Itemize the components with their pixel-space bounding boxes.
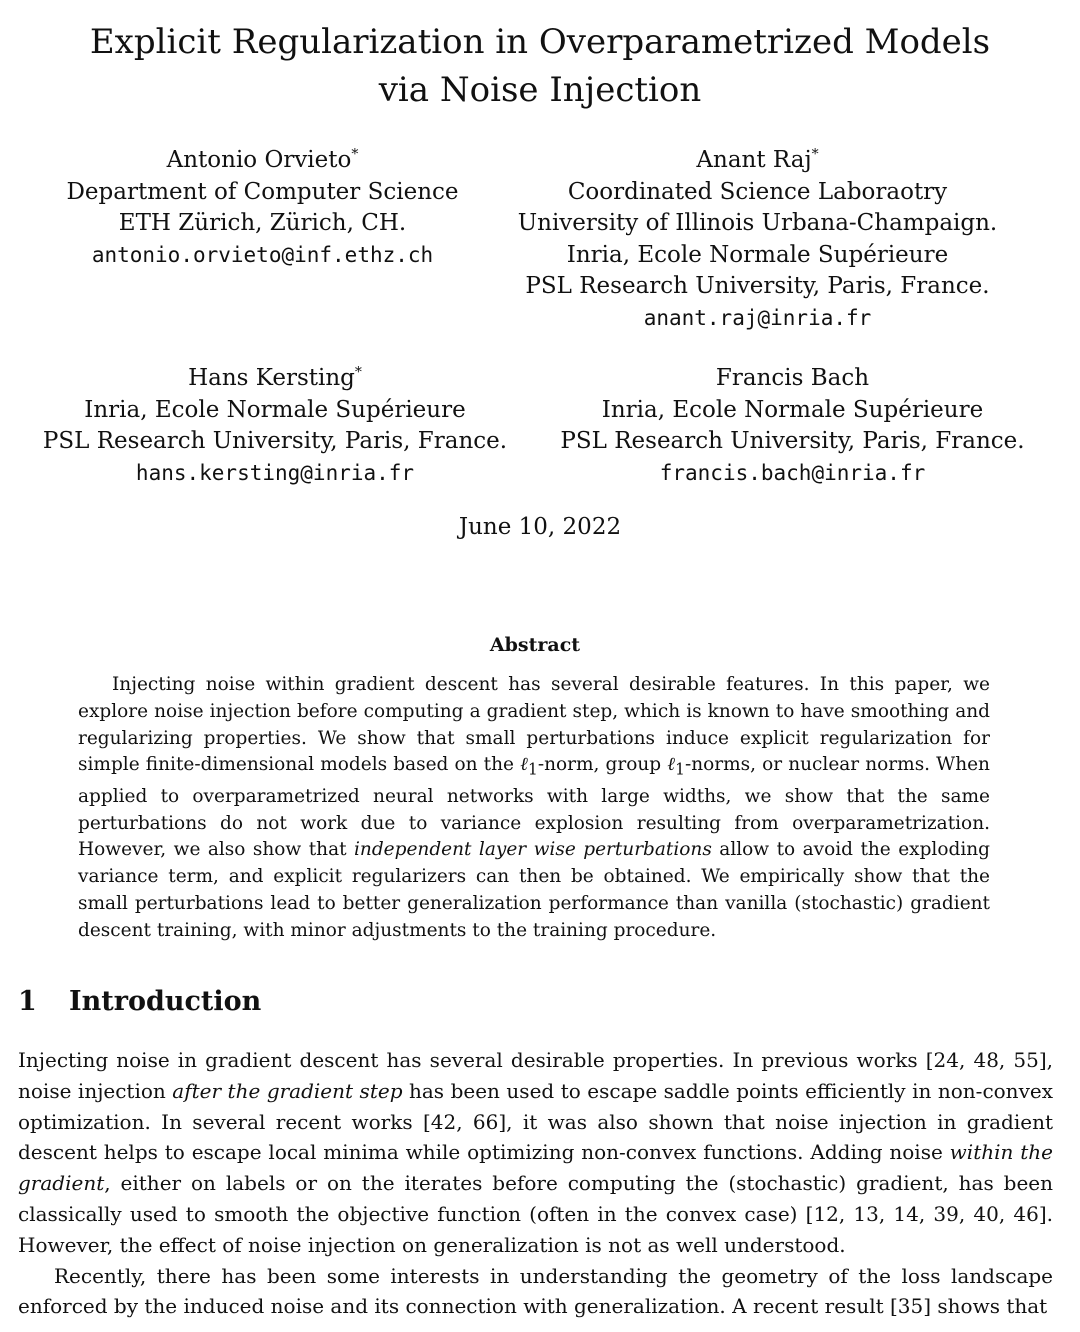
author-affiliation: Inria, Ecole Normale Supérieure	[566, 241, 949, 268]
title-line-2: via Noise Injection	[378, 70, 702, 110]
paper-date: June 10, 2022	[458, 514, 622, 540]
equal-contribution-mark: *	[354, 364, 362, 381]
author-email[interactable]: antonio.orvieto@inf.ethz.ch	[91, 242, 434, 267]
section-heading-introduction	[18, 980, 261, 1024]
emphasis-text: after the gradient step	[172, 1078, 403, 1103]
author-affiliation: PSL Research University, Paris, France.	[525, 273, 990, 299]
author-affiliation: ETH Zürich, Zürich, CH.	[118, 210, 407, 236]
emphasis-text: within the gradient	[18, 1140, 1053, 1196]
author-block-bach	[540, 363, 1045, 489]
author-block-orvieto	[40, 145, 485, 271]
title-line-1: Explicit Regularization in Overparametrized Models	[89, 22, 991, 62]
author-affiliation: Department of Computer Science	[66, 178, 459, 205]
author-affiliation: PSL Research University, Paris, France.	[560, 428, 1025, 454]
abstract-body	[78, 672, 990, 945]
author-affiliation: PSL Research University, Paris, France.	[42, 428, 508, 454]
author-block-kersting	[25, 363, 525, 489]
author-name: Francis Bach	[715, 365, 870, 391]
author-affiliation: Coordinated Science Laboraotry	[567, 178, 948, 205]
author-affiliation: Inria, Ecole Normale Supérieure	[84, 396, 466, 423]
author-name: Antonio Orvieto*	[166, 146, 359, 173]
abstract-paragraph: Injecting noise within gradient descent has several desirable features. In this paper, we explore noise injection before computing a gradient step, which is known to have smoothing and regularizing properties. We show that small perturbations induce explicit regularization for simple finite-dimensional models based on the ℓ$_1$-norm, group ℓ$_1$-norms, or nuclear norms. When applied to overparametrized neural networks with large widths, we show that the same perturbations do not work due to variance explosion resulting from overparametrization. However, we also show that independent layer wise perturbations allow to avoid the exploding variance term, and explicit regularizers can then be obtained. We empirically show that the small perturbations lead to better generalization performance than vanilla (stochastic) gradient descent training, with minor adjustments to the training procedure.	[78, 674, 990, 941]
intro-paragraph-1: Injecting noise in gradient descent has several desirable properties. In previous works [24, 48, 55], noise injection after the gradient step has been used to escape saddle points efficiently in non-convex optimization. In several recent works [42, 66], it was also shown that noise injection in gradient descent helps to escape local minima while optimizing non-convex functions. Adding noise within the gradient, either on labels or on the iterates before computing the (stochastic) gradient, has been classically used to smooth the objective function (often in the convex case) [12, 13, 14, 39, 40, 46]. However, the effect of noise injection on generalization is not as well understood.	[18, 1048, 1053, 1257]
intro-paragraph-2: Recently, there has been some interests in understanding the geometry of the loss landscape enforced by the induced noise and its connection with generalization. A recent result [35] shows that	[18, 1263, 1053, 1319]
author-email[interactable]: francis.bach@inria.fr	[659, 460, 926, 485]
equal-contribution-mark: *	[811, 146, 819, 163]
author-block-raj	[510, 145, 1005, 334]
author-name: Anant Raj*	[696, 146, 819, 173]
author-name: Hans Kersting*	[188, 364, 362, 391]
section-number: 1	[18, 986, 37, 1017]
author-email[interactable]: anant.raj@inria.fr	[643, 305, 872, 330]
introduction-body	[18, 1045, 1053, 1322]
abstract-heading: Abstract	[489, 634, 581, 656]
paper-title	[0, 18, 1080, 114]
section-title: Introduction	[69, 986, 262, 1017]
author-email[interactable]: hans.kersting@inria.fr	[135, 460, 415, 485]
emphasis-text: independent layer wise perturbations	[354, 839, 712, 861]
author-affiliation: University of Illinois Urbana-Champaign.	[517, 210, 998, 236]
equal-contribution-mark: *	[351, 146, 359, 163]
author-affiliation: Inria, Ecole Normale Supérieure	[601, 396, 984, 423]
